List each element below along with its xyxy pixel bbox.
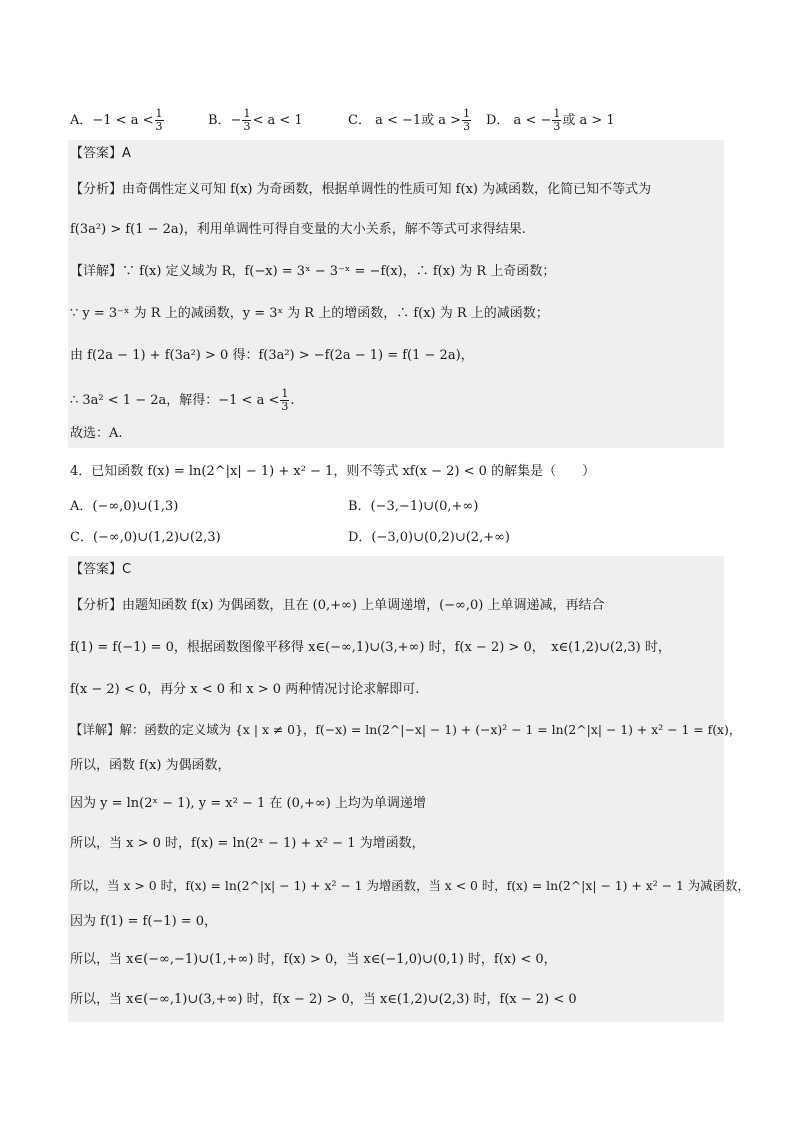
q3-option-c[interactable]: C． a < −1或 a > $\frac{1}{3}$ <box>348 107 471 133</box>
q3-detail-line5: 故选：A. <box>70 426 123 441</box>
q4-detail-line7: 所以，当 x∈(−∞,−1)∪(1,+∞) 时，f(x) > 0，当 x∈(−1,0)∪(0,1) 时，f(x) < 0， <box>70 952 557 967</box>
q4-option-d[interactable]: D．(−3,0)∪(0,2)∪(2,+∞) <box>348 530 511 545</box>
q3-analysis-line1: 【分析】由奇偶性定义可知 f(x) 为奇函数，根据单调性的性质可知 f(x) 为减函数，化简已知不等式为 <box>70 182 652 197</box>
q3-option-b[interactable]: B．− $\frac{1}{3}$ < a < 1 <box>208 107 303 133</box>
q4-answer: 【答案】C <box>70 562 132 577</box>
q3-detail-line4: ∴ 3a² < 1 − 2a，解得：−1 < a < $\frac{1}{3}$ . <box>70 387 295 413</box>
fraction: $\frac{1}{3}$ <box>155 107 163 133</box>
q3-option-a[interactable]: A．−1 < a < $\frac{1}{3}$ <box>70 107 163 133</box>
q3-analysis-line2: f(3a²) > f(1 − 2a)，利用单调性可得自变量的大小关系，解不等式可求得结果. <box>70 222 526 237</box>
q4-detail-line4: 所以，当 x > 0 时，f(x) = ln(2ˣ − 1) + x² − 1 为增函数， <box>70 836 425 851</box>
q4-detail-line6: 因为 f(1) = f(−1) = 0， <box>70 914 218 929</box>
q3-detail-line3: 由 f(2a − 1) + f(3a²) > 0 得：f(3a²) > −f(2a − 1) = f(1 − 2a)， <box>70 348 474 363</box>
q4-option-a[interactable]: A．(−∞,0)∪(1,3) <box>70 499 179 514</box>
q4-detail-line3: 因为 y = ln(2ˣ − 1), y = x² − 1 在 (0,+∞) 上均为单调递增 <box>70 796 426 811</box>
q4-detail-line8: 所以，当 x∈(−∞,1)∪(3,+∞) 时，f(x − 2) > 0，当 x∈(1,2)∪(2,3) 时，f(x − 2) < 0 <box>70 992 577 1007</box>
fraction: $\frac{1}{3}$ <box>281 387 289 413</box>
q4-detail-line1: 【详解】解：函数的定义域为 {x | x ≠ 0}，f(−x) = ln(2^|−x| − 1) + (−x)² − 1 = ln(2^|x| − 1) + x² − 1 = f(x)， <box>70 722 742 737</box>
q3-detail-line2: ∵ y = 3⁻ˣ 为 R 上的减函数，y = 3ˣ 为 R 上的增函数，∴ f(x) 为 R 上的减函数； <box>70 306 549 321</box>
q4-option-b[interactable]: B．(−3,−1)∪(0,+∞) <box>348 499 479 514</box>
fraction: $\frac{1}{3}$ <box>553 107 561 133</box>
q4-option-c[interactable]: C．(−∞,0)∪(1,2)∪(2,3) <box>70 530 221 545</box>
q4-analysis-line1: 【分析】由题知函数 f(x) 为偶函数，且在 (0,+∞) 上单调递增，(−∞,0) 上单调递减，再结合 <box>70 598 605 613</box>
q3-option-d[interactable]: D． a < − $\frac{1}{3}$ 或 a > 1 <box>486 107 615 133</box>
fraction: $\frac{1}{3}$ <box>463 107 471 133</box>
q4-analysis-line2: f(1) = f(−1) = 0，根据函数图像平移得 x∈(−∞,1)∪(3,+∞) 时，f(x − 2) > 0， x∈(1,2)∪(2,3) 时， <box>70 640 671 655</box>
fraction: $\frac{1}{3}$ <box>243 107 251 133</box>
q4-detail-line5: 所以，当 x > 0 时，f(x) = ln(2^|x| − 1) + x² − 1 为增函数，当 x < 0 时，f(x) = ln(2^|x| − 1) + x² − 1 为减函数， <box>70 878 750 893</box>
q3-detail-line1: 【详解】∵ f(x) 定义域为 R，f(−x) = 3ˣ − 3⁻ˣ = −f(x)，∴ f(x) 为 R 上奇函数； <box>70 264 556 279</box>
q4-detail-line2: 所以，函数 f(x) 为偶函数， <box>70 758 231 773</box>
q4-stem: 4．已知函数 f(x) = ln(2^|x| − 1) + x² − 1，则不等式 xf(x − 2) < 0 的解集是（ ） <box>70 464 596 479</box>
q4-analysis-line3: f(x − 2) < 0，再分 x < 0 和 x > 0 两种情况讨论求解即可. <box>70 682 420 697</box>
q3-answer: 【答案】A <box>70 146 131 161</box>
